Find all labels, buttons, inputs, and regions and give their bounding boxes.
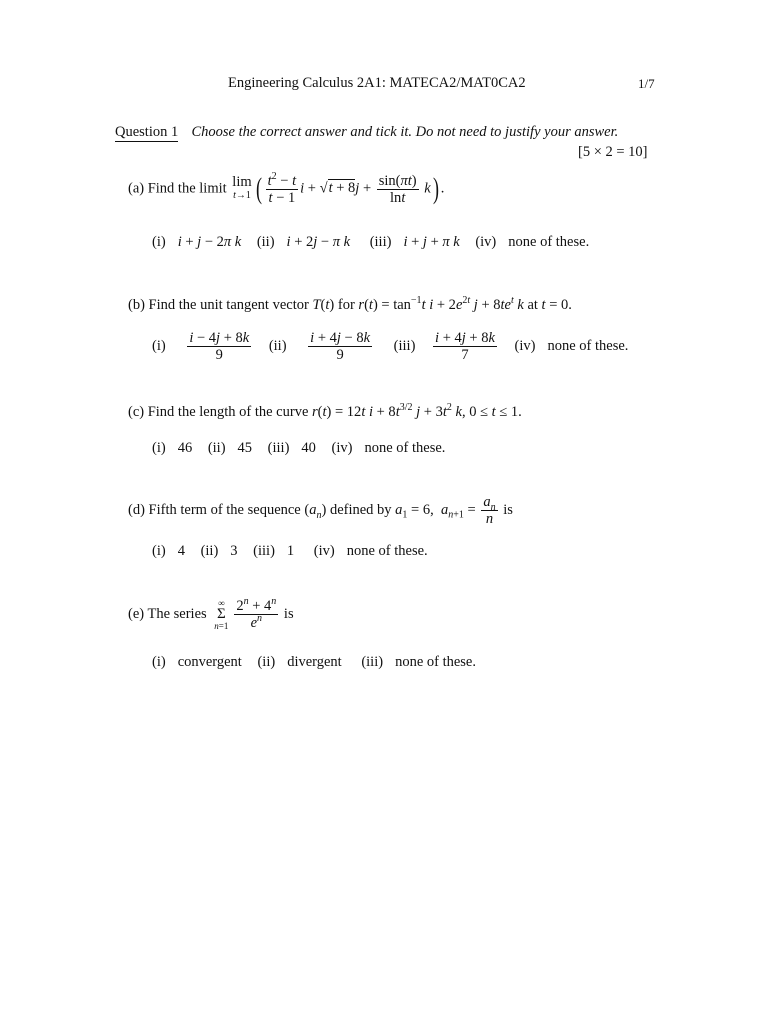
part-e-options (152, 654, 476, 671)
part-e (128, 598, 294, 631)
option-iv-text: none of these. (346, 543, 428, 559)
option-i-value: convergent (177, 654, 242, 670)
part-a: (a) Find the limit lim t→1 ( $\frac{t^2 - t}{t - 1}$ i + √t + 8j + $\frac{\sin(\pi t)}{\ln t}$ k) . (128, 170, 445, 206)
question-heading (115, 124, 618, 141)
part-c-options (152, 440, 445, 457)
part-d-is: is (503, 501, 513, 518)
part-e-is: is (283, 605, 294, 622)
option-iii: (iii) (393, 337, 416, 354)
option-iv-text: none of these. (547, 337, 629, 354)
part-a-label: (a) (128, 180, 145, 197)
part-a-options: (i) i + j − 2π k (ii) i + 2j − π k (iii) i + j + π k (iv) none of these. (152, 234, 590, 250)
part-a-prompt: Find the limit (147, 180, 227, 197)
option-iv: (iv) (331, 440, 353, 456)
fraction: $\frac{\sin(\pi t)}{\ln t}$ (378, 172, 417, 206)
part-c-prompt: Find the length of the curve (147, 404, 309, 420)
option-ii: (ii) (256, 234, 275, 250)
part-c: (c) Find the length of the curve r(t) = 12t $i + 8t^{3/2}$ $j + 3t^2$ k, 0 ≤ t ≤ 1. (128, 402, 522, 420)
option-ii-value: 45 (237, 440, 253, 456)
option-ii: (ii) (268, 337, 287, 354)
option-i: (i) (152, 337, 166, 354)
fraction: $\frac{i + 4j + 8k}{7}$ (435, 330, 495, 363)
summation: ∞ Σ n=1 (214, 598, 229, 631)
option-i: (i) (152, 654, 166, 670)
fraction: $\frac{2^n + 4^n}{e^n}$ (236, 596, 277, 631)
option-i: (i) (152, 234, 166, 250)
option-iv: (iv) (313, 543, 335, 559)
page-header-title: Engineering Calculus 2A1: MATECA2/MAT0CA2 (228, 75, 526, 91)
option-iii: (iii) (267, 440, 290, 456)
option-iv-text: none of these. (364, 440, 446, 456)
part-d-label: (d) (128, 501, 145, 518)
page-number: 1/7 (638, 76, 655, 91)
option-ii: (ii) (200, 543, 219, 559)
question-instruction: Choose the correct answer and tick it. Do not need to justify your answer. (191, 124, 619, 140)
option-iii-value: 40 (301, 440, 316, 456)
part-d-options (152, 543, 428, 560)
option-i: (i) (152, 543, 166, 559)
part-e-prompt: The series (147, 605, 207, 622)
fraction: $\frac{t^2 - t}{t - 1}$ (267, 170, 297, 206)
limit-expression: lim t→1 (232, 174, 252, 201)
part-e-label: (e) (128, 605, 145, 622)
part-d: (d) Fifth term of the sequence $(a_n)$ defined by $a_1 = 6$, $a_{n+1}$ = $\frac{a_n}{n}$ is (128, 494, 513, 527)
part-b-label: (b) (128, 297, 145, 313)
option-iii: (iii) (369, 234, 392, 250)
option-ii: (ii) (207, 440, 226, 456)
option-ii: (ii) (257, 654, 276, 670)
option-iv-text: none of these. (508, 234, 590, 250)
option-iv: (iv) (475, 234, 497, 250)
part-d-defined-by: defined by (329, 501, 392, 518)
option-iv: (iv) (514, 337, 536, 354)
question-label: Question 1 (115, 124, 179, 140)
option-ii-value: divergent (287, 654, 342, 670)
option-iii: (iii) (361, 654, 384, 670)
option-iii-value: 1 (286, 543, 295, 559)
option-iii-text: none of these. (395, 654, 476, 670)
option-i-value: 4 (177, 543, 185, 559)
part-d-prompt: Fifth term of the sequence (148, 501, 301, 518)
option-iii: (iii) (253, 543, 275, 559)
part-b-options (152, 330, 628, 363)
part-c-label: (c) (128, 404, 145, 420)
fraction: $\frac{i + 4j - 8k}{9}$ (310, 330, 371, 363)
part-b: (b) Find the unit tangent vector T(t) for $r(t) = \tan^{-1}t$ $i + 2e^{2t}$ $j + 8te^t$ k at t = 0. (128, 295, 572, 313)
option-ii-value: 3 (230, 543, 238, 559)
part-b-prompt: Find the unit tangent vector (148, 297, 309, 313)
fraction: $\frac{i - 4j + 8k}{9}$ (189, 330, 250, 363)
option-i-value: 46 (177, 440, 193, 456)
question-marks: [5 × 2 = 10] (578, 144, 648, 160)
option-i: (i) (152, 440, 166, 456)
fraction: $\frac{a_n}{n}$ (483, 494, 496, 527)
